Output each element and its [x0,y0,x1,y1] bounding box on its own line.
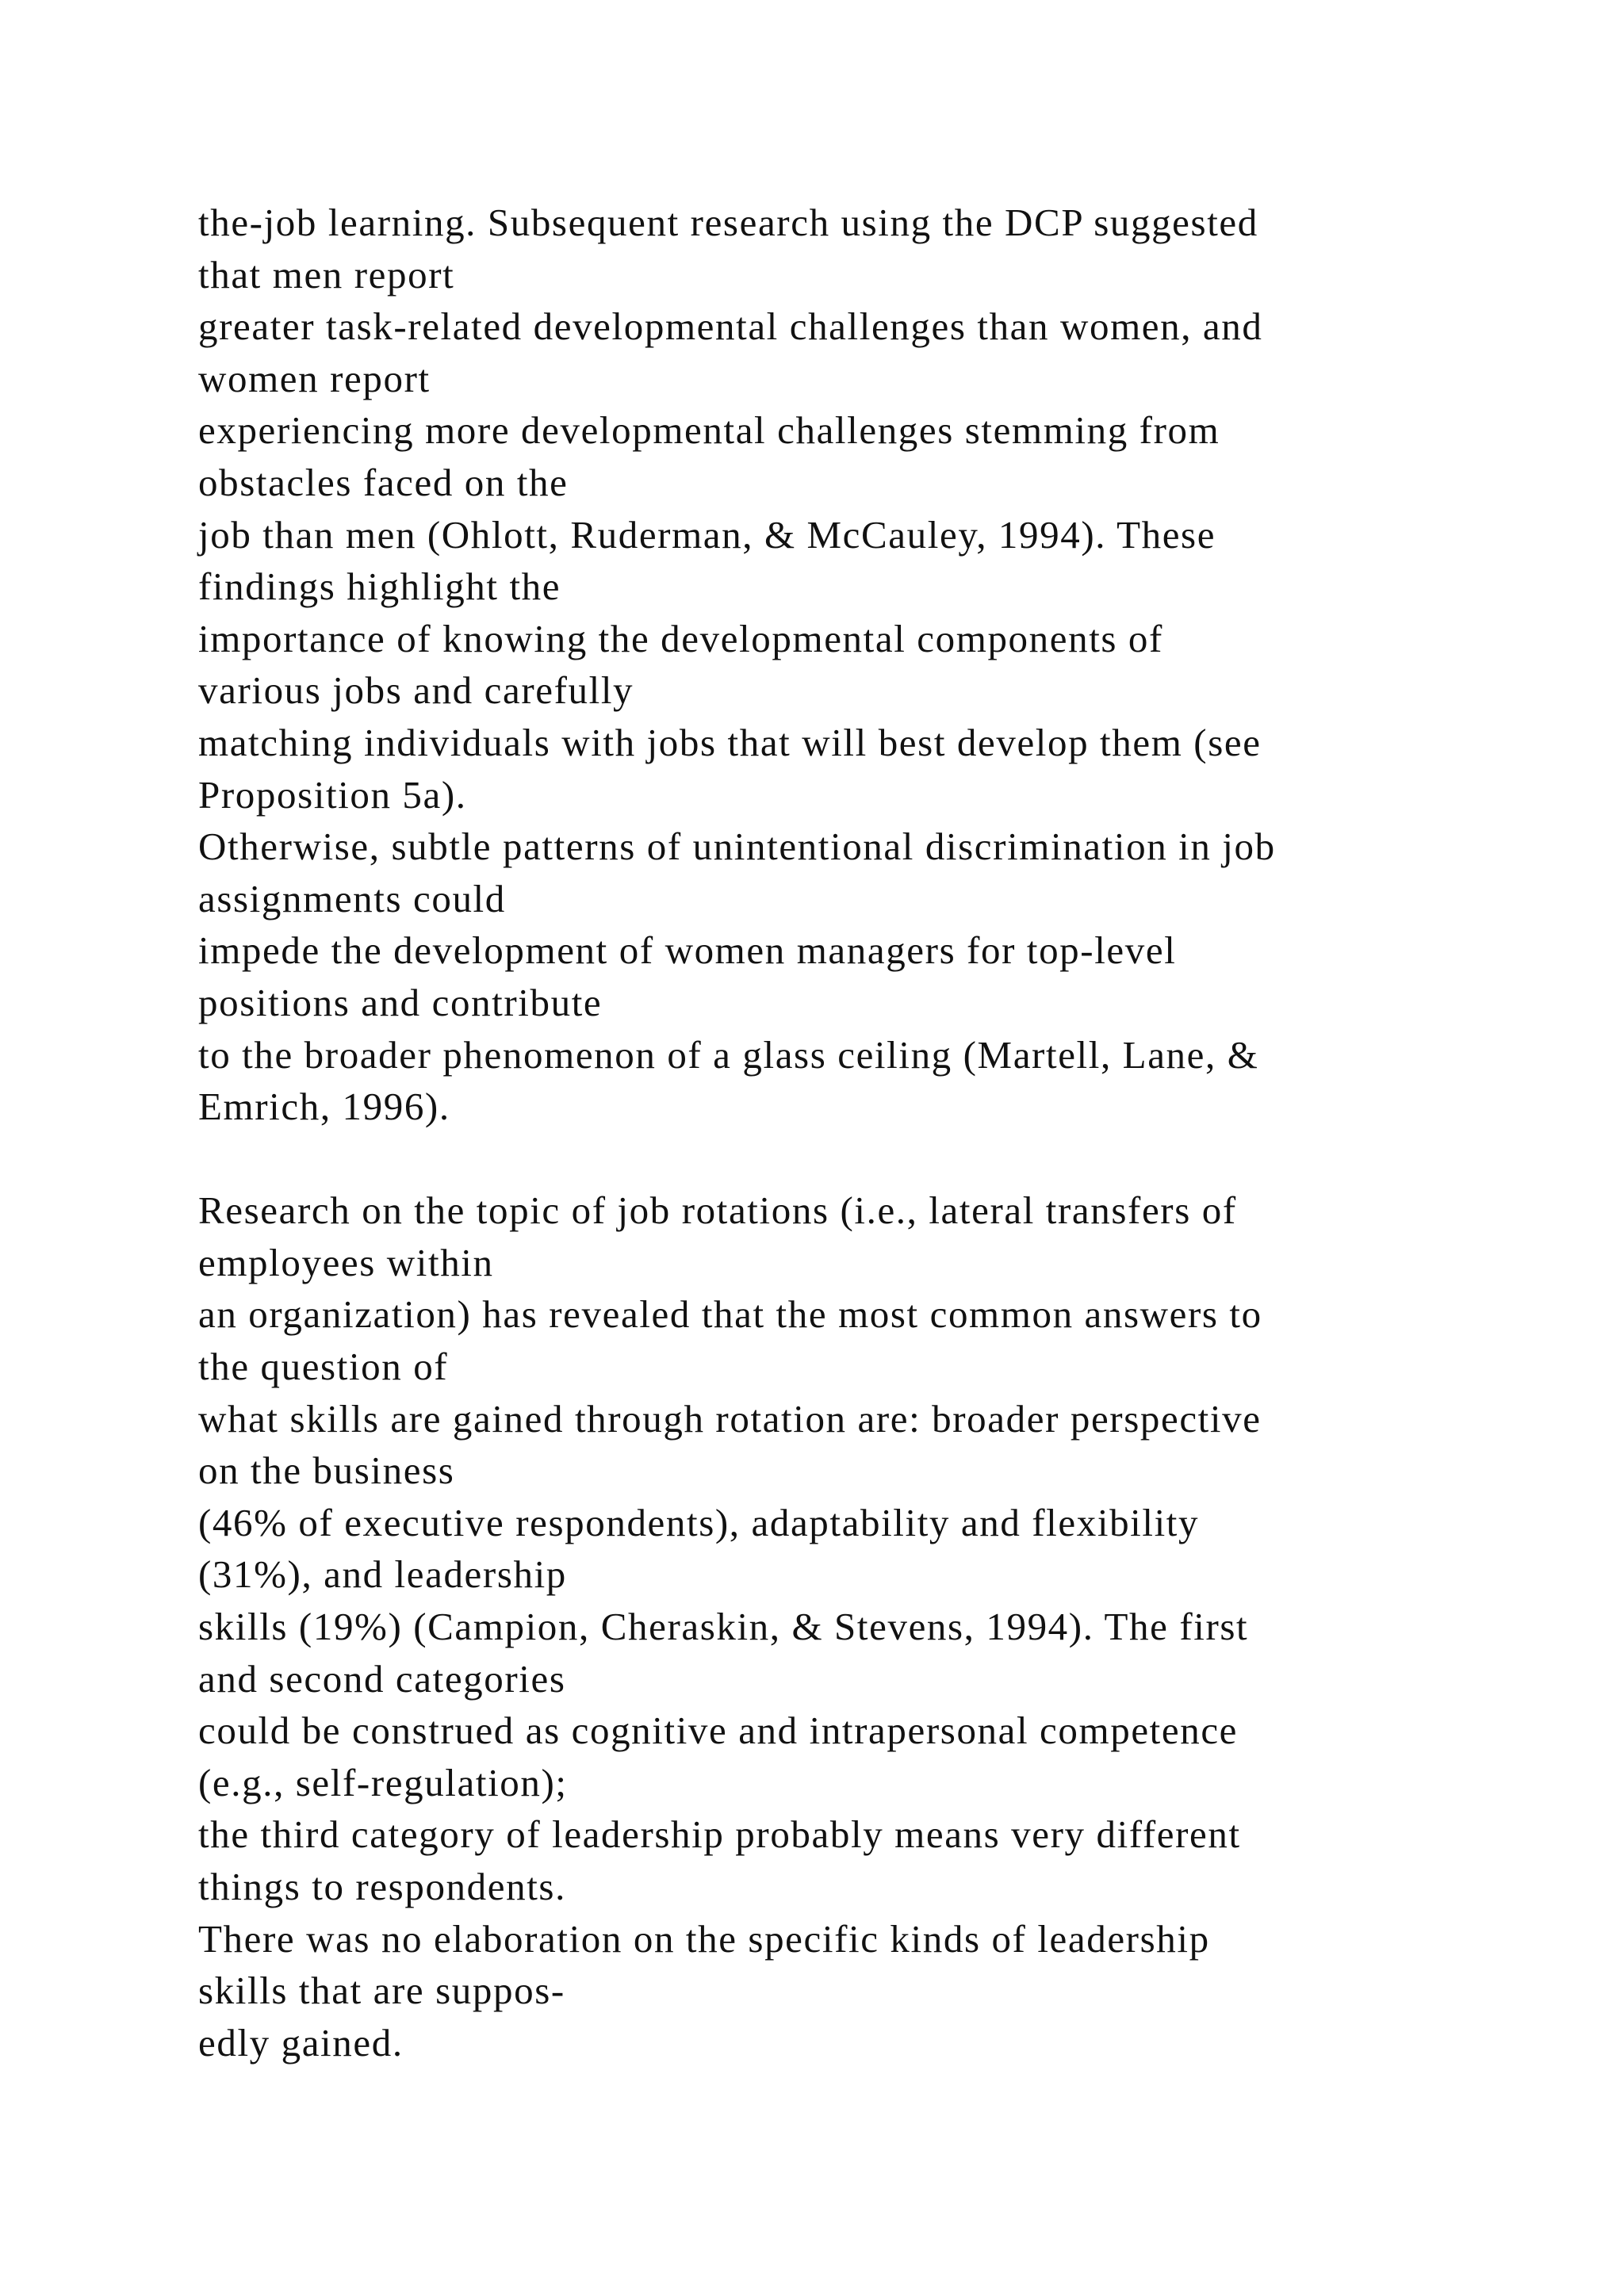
text-line: the-job learning. Subsequent research using the DCP suggested [198,201,1258,244]
text-line: There was no elaboration on the specific kinds of leadership [198,1916,1210,1961]
text-line: (46% of executive respondents), adaptability and flexibility [198,1500,1200,1544]
text-line: various jobs and carefully [198,668,634,713]
text-line: women report [198,356,431,400]
text-line: matching individuals with jobs that will best develop them (see [198,720,1262,764]
text-line: could be construed as cognitive and intrapersonal competence [198,1709,1239,1753]
text-line: on the business [198,1448,455,1493]
text-line: an organization) has revealed that the most common answers to [198,1292,1262,1337]
text-line: (31%), and leadership [198,1552,567,1597]
text-line: Otherwise, subtle patterns of unintentional discrimination in job [198,825,1276,869]
text-line: edly gained. [198,2020,404,2064]
text-line: what skills are gained through rotation are: broader perspective [198,1396,1262,1441]
text-line: to the broader phenomenon of a glass ceiling (Martell, Lane, & [198,1032,1259,1077]
text-line: obstacles faced on the [198,460,569,504]
text-line: (e.g., self-regulation); [198,1760,568,1804]
text-line: that men report [198,252,455,297]
text-line: Emrich, 1996). [198,1085,450,1129]
text-line: Research on the topic of job rotations (i.e., lateral transfers of [198,1188,1237,1233]
text-line: and second categories [198,1656,566,1701]
text-line: findings highlight the [198,564,561,609]
text-line: experiencing more developmental challenges stemming from [198,408,1220,453]
text-line: job than men (Ohlott, Ruderman, & McCauley, 1994). These [198,512,1216,557]
paragraph-spacer [198,1133,1515,1185]
paragraph-2 [198,1184,1515,2068]
text-line: skills that are suppos- [198,1969,565,2013]
text-line: employees within [198,1240,494,1284]
text-line: impede the development of women managers for top-level [198,928,1177,973]
text-line: assignments could [198,876,506,920]
document-body [198,197,1515,2068]
paragraph-1 [198,197,1515,1133]
text-line: importance of knowing the developmental components of [198,616,1163,660]
text-line: skills (19%) (Campion, Cheraskin, & Stevens, 1994). The first [198,1605,1249,1649]
text-line: the question of [198,1345,449,1389]
text-line: the third category of leadership probably means very different [198,1812,1241,1857]
text-line: positions and contribute [198,980,603,1024]
text-line: things to respondents. [198,1865,566,1908]
text-line: greater task-related developmental challenges than women, and [198,304,1263,349]
text-line: Proposition 5a). [198,772,467,817]
